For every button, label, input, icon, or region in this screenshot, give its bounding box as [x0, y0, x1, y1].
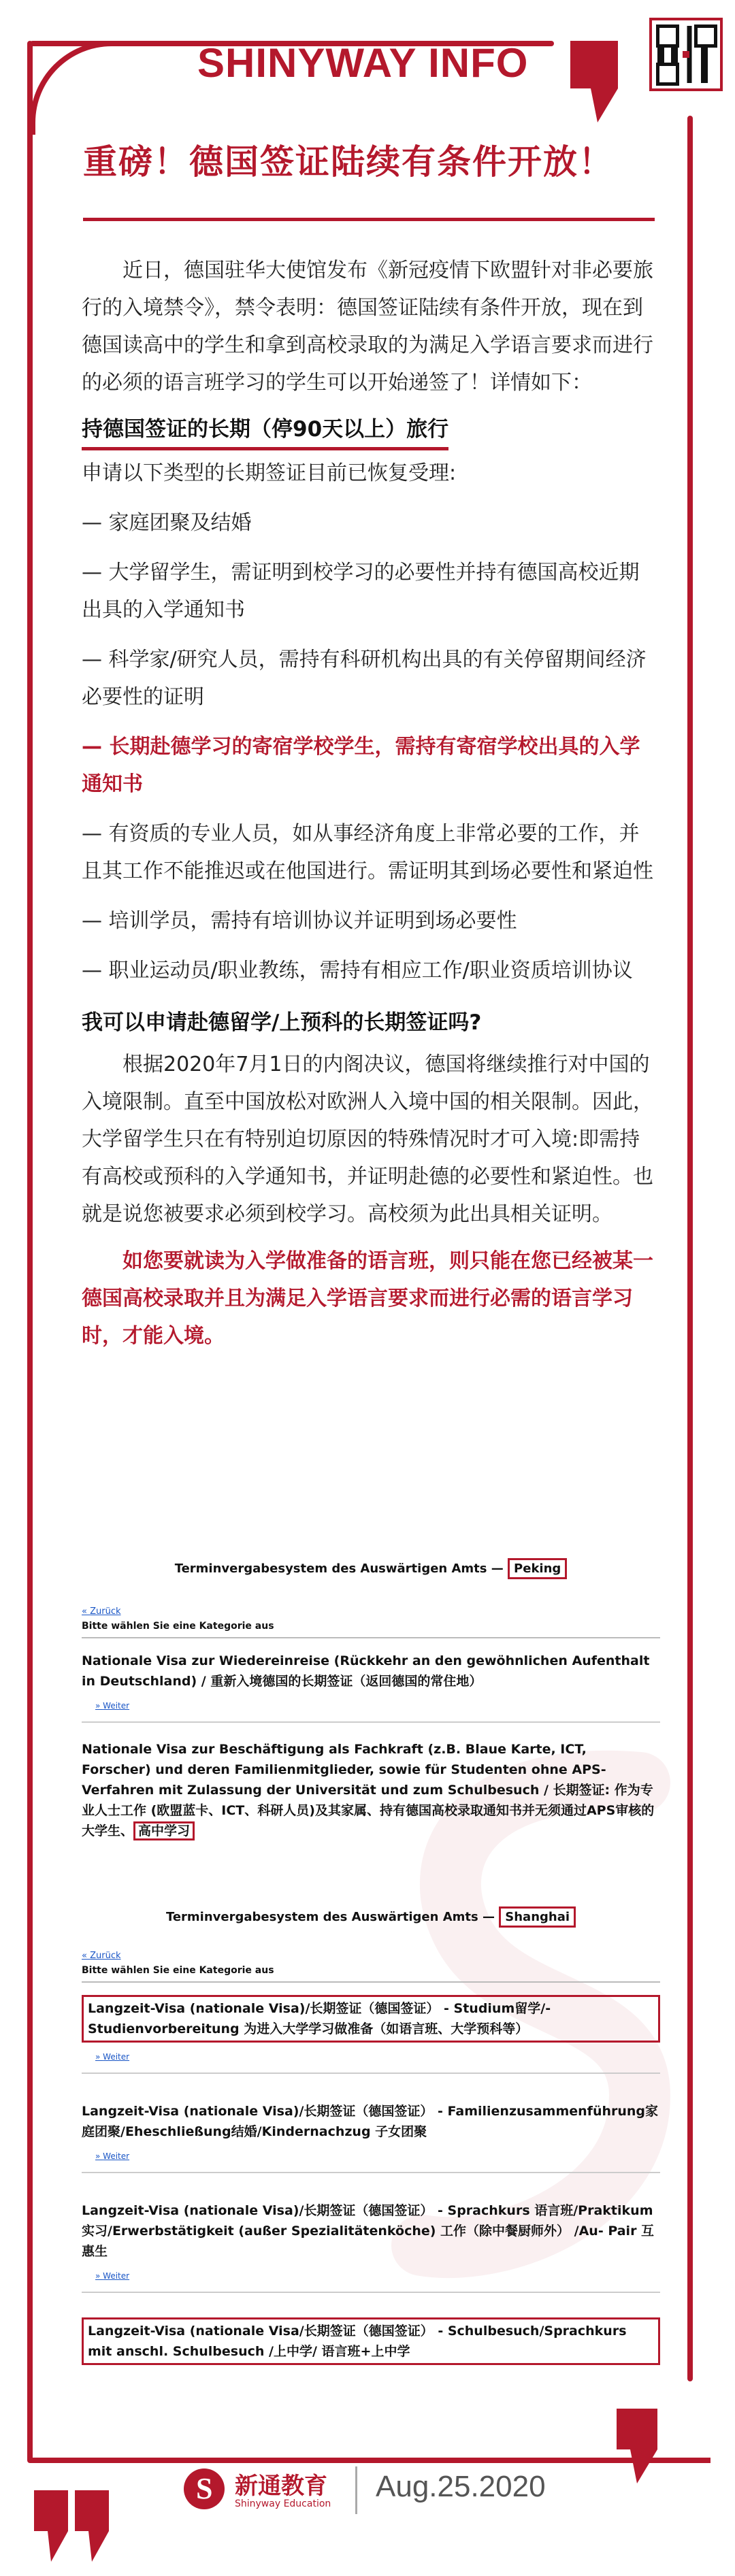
- embedded-screenshot-shanghai: [82, 1906, 660, 2365]
- brand-title: SHINYWAY INFO: [197, 40, 529, 86]
- qr-code[interactable]: [649, 18, 723, 91]
- quote-mark-icon: [617, 2409, 705, 2511]
- quote-mark-icon: [570, 41, 618, 122]
- intro-paragraph: 近日，德国驻华大使馆发布《新冠疫情下欧盟针对非必要旅行的入境禁令》，禁令表明：德国签证陆续有条件开放，现在到德国读高中的学生和拿到高校录取的为满足入学语言要求而进行的必须的语言班学习的学生可以开始递签了！详情如下：: [82, 259, 653, 395]
- list-item: — 大学留学生，需证明到校学习的必要性并持有德国高校近期出具的入学通知书: [82, 561, 640, 622]
- category-item-highlight[interactable]: Langzeit-Visa (nationale Visa/长期签证（德国签证） - Schulbesuch/Sprachkurs mit anschl. Schulbesuch /上中学/ 语言班+上中学: [82, 2317, 660, 2365]
- frame-bottom-line: [30, 2458, 710, 2463]
- footer-date: Aug.25.2020: [376, 2470, 546, 2503]
- frame-top-left-corner: [30, 41, 124, 135]
- article-body: [82, 252, 653, 1355]
- list-item: — 科学家/研究人员，需持有科研机构出具的有关停留期间经济必要性的证明: [82, 648, 647, 709]
- shanghai-heading: [82, 1906, 660, 1928]
- list-item-highlight: — 长期赴德学习的寄宿学校学生，需持有寄宿学校出具的入学通知书: [82, 735, 640, 796]
- weiter-link-label: Weiter: [103, 2052, 130, 2062]
- embedded-screenshot-peking: [82, 1558, 660, 1841]
- weiter-link[interactable]: » Weiter: [95, 2271, 130, 2281]
- article-title: 重磅！德国签证陆续有条件开放！: [83, 142, 614, 182]
- category-item[interactable]: Langzeit-Visa (nationale Visa)/长期签证（德国签证） - Sprachkurs 语言班/Praktikum 实习/Erwerbstätigkeit (außer Spezialitätenköche) 工作（除中餐厨师外） /Au- Pair 互惠生: [82, 2203, 655, 2259]
- list-item: — 家庭团聚及结婚: [82, 511, 252, 535]
- section1-heading-text: 持德国签证的长期（停90天以上）旅行: [82, 412, 448, 450]
- separator: [82, 2073, 660, 2074]
- quote-mark-icon: [27, 2463, 116, 2565]
- peking-city-box: Peking: [508, 1558, 567, 1579]
- footer-divider: [355, 2466, 357, 2514]
- weiter-link[interactable]: » Weiter: [95, 2151, 130, 2161]
- category-label: Bitte wählen Sie eine Kategorie aus: [82, 1621, 660, 1638]
- weiter-link-label: Weiter: [103, 1701, 130, 1711]
- qr-finder-icon: [656, 63, 679, 86]
- list-item: — 有资质的专业人员，如从事经济角度上非常必要的工作，并且其工作不能推迟或在他国进行。需证明其到场必要性和紧迫性: [82, 822, 653, 883]
- category-item-text: Nationale Visa zur Beschäftigung als Fachkraft (z.B. Blaue Karte, ICT, Forscher) und deren Familienmitglieder, sowie für Studenten ohne APS-Verfahren mit Zulassung der Universität und zum Schulbesuch / 长期签证: 作为专业人士工作 (欧盟蓝卡、ICT、科研人员)及其家属、持有德国高校录取通知书并无须通过APS审核的大学生、: [82, 1742, 655, 1838]
- section2-paragraph: 根据2020年7月1日的内阁决议，德国将继续推行对中国的入境限制。直至中国放松对欧洲人入境中国的相关限制。因此，大学留学生只在有特别迫切原因的特殊情况时才可入境:即需持有高校或预科的入学通知书，并证明赴德的必要性和紧迫性。也就是说您被要求必须到校学习。高校须为此出具相关证明。: [82, 1053, 653, 1226]
- highlight-box: 高中学习: [133, 1821, 195, 1840]
- category-item[interactable]: [82, 1739, 660, 1841]
- frame-left-line: [27, 41, 33, 2463]
- logo-letter: S: [196, 2472, 213, 2505]
- peking-heading: [82, 1558, 660, 1579]
- shanghai-heading-prefix: Terminvergabesystem des Auswärtigen Amts —: [165, 1910, 495, 1924]
- category-item-highlight[interactable]: Langzeit-Visa (nationale Visa)/长期签证（德国签证） - Studium留学/-Studienvorbereitung 为进入大学学习做准备（如语言班、大学预科等）: [82, 1995, 660, 2043]
- section1-heading: [82, 411, 653, 450]
- shanghai-city-box: Shanghai: [499, 1906, 576, 1928]
- section2-highlight: 如您要就读为入学做准备的语言班，则只能在您已经被某一德国高校录取并且为满足入学语言要求而进行必需的语言学习时，才能入境。: [82, 1249, 653, 1348]
- title-divider: [83, 218, 655, 221]
- peking-heading-prefix: Terminvergabesystem des Auswärtigen Amts —: [174, 1562, 504, 1576]
- back-link-label: Zurück: [90, 1951, 121, 1961]
- list-item: — 培训学员，需持有培训协议并证明到场必要性: [82, 909, 517, 933]
- category-item[interactable]: Langzeit-Visa (nationale Visa)/长期签证（德国签证） - Familienzusammenführung家庭团聚/Eheschließung结婚/Kindernachzug 子女团聚: [82, 2104, 659, 2139]
- back-link[interactable]: « Zurück: [82, 1951, 121, 1961]
- separator: [82, 1721, 660, 1723]
- qr-finder-icon: [694, 24, 717, 48]
- weiter-link[interactable]: » Weiter: [95, 2052, 130, 2062]
- qr-finder-icon: [656, 24, 679, 48]
- weiter-link[interactable]: » Weiter: [95, 1701, 130, 1711]
- weiter-link-label: Weiter: [103, 2271, 130, 2281]
- weiter-link-label: Weiter: [103, 2151, 130, 2161]
- footer-brand-cn: 新通教育: [235, 2473, 327, 2500]
- list-item: — 职业运动员/职业教练，需持有相应工作/职业资质培训协议: [82, 959, 633, 982]
- shinyway-logo-icon: [184, 2468, 225, 2509]
- back-link-label: Zurück: [90, 1606, 121, 1617]
- back-link[interactable]: « Zurück: [82, 1606, 121, 1617]
- category-item[interactable]: Nationale Visa zur Wiedereinreise (Rückkehr an den gewöhnlichen Aufenthalt in Deutschland) / 重新入境德国的长期签证（返回德国的常住地）: [82, 1653, 650, 1689]
- separator: [82, 2292, 660, 2293]
- footer-brand-en: Shinyway Education: [235, 2498, 331, 2509]
- qr-logo-icon: [683, 51, 689, 58]
- category-label: Bitte wählen Sie eine Kategorie aus: [82, 1965, 660, 1983]
- section1-lead: 申请以下类型的长期签证目前已恢复受理:: [82, 461, 457, 485]
- section2-heading: 我可以申请赴德留学/上预科的长期签证吗?: [82, 1010, 482, 1035]
- separator: [82, 2172, 660, 2173]
